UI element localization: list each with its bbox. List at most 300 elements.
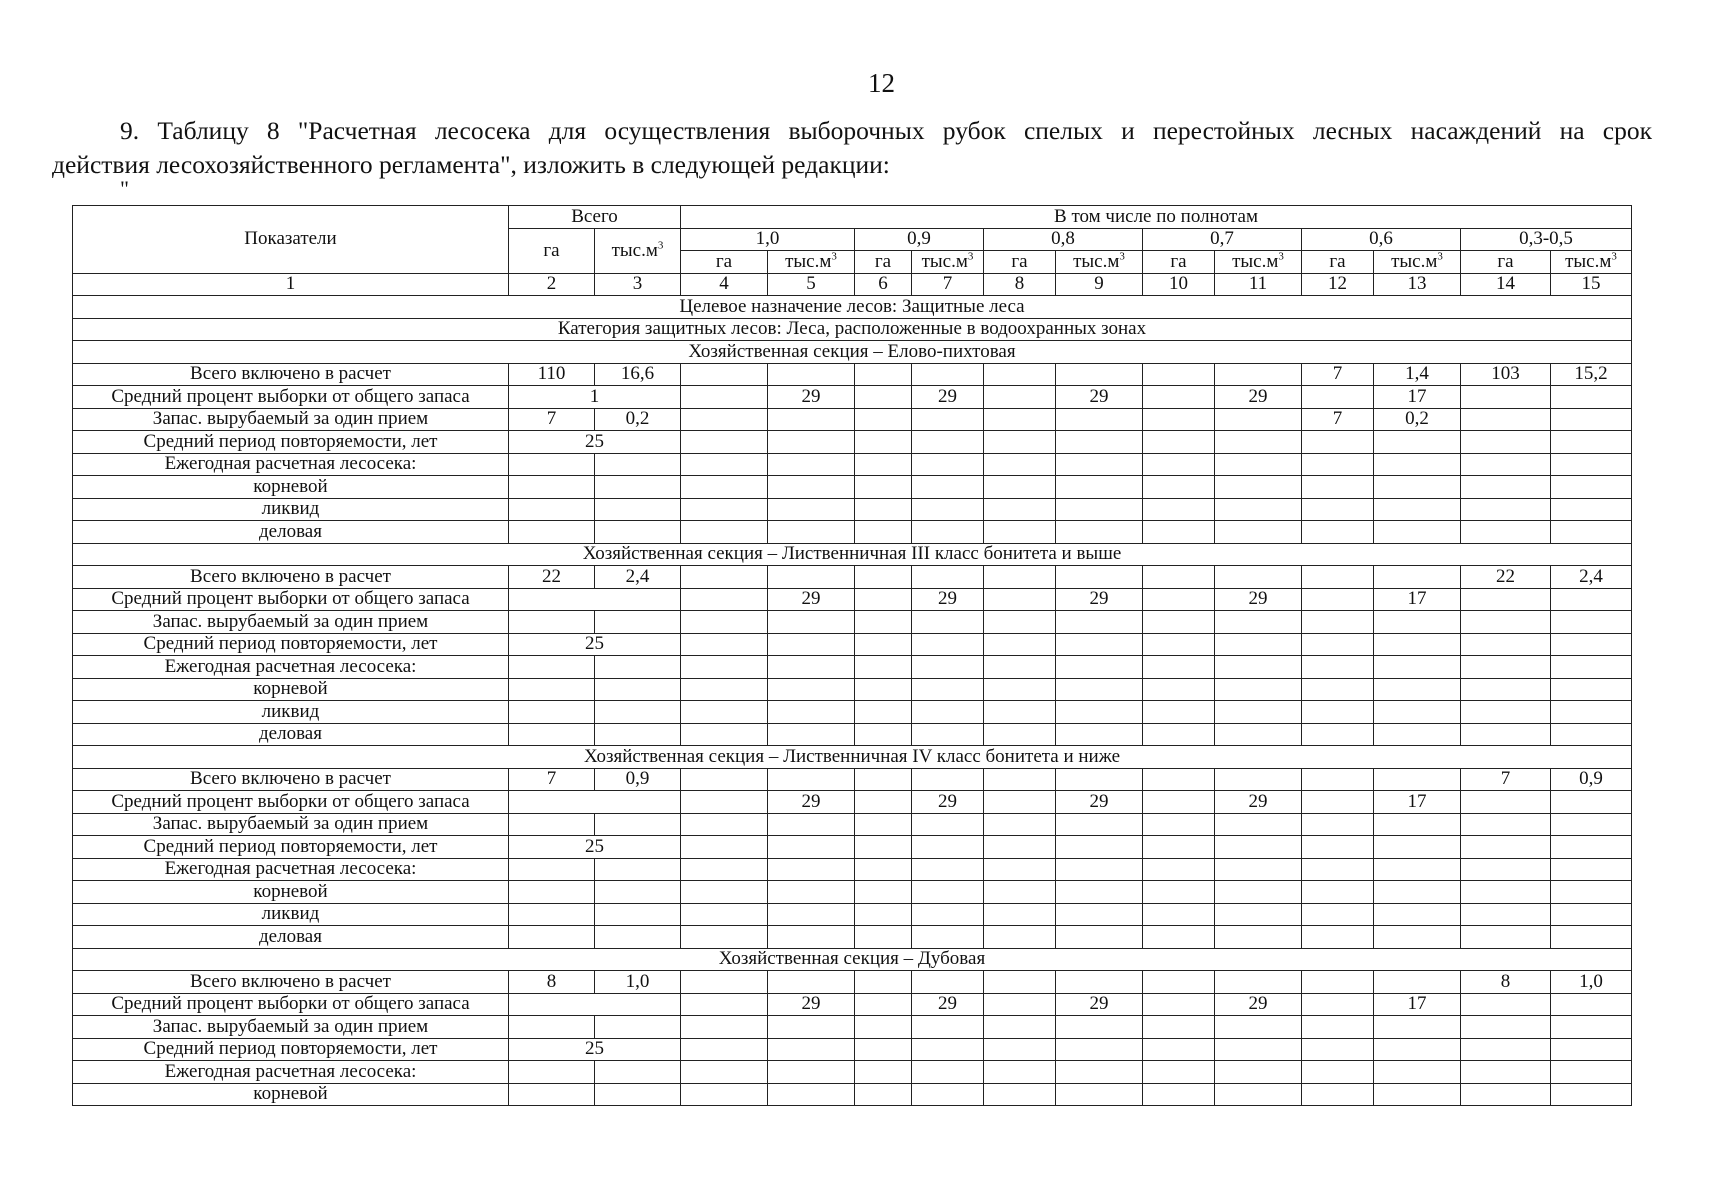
table-cell [509,1061,595,1084]
column-number: 5 [768,273,855,296]
table-row [73,858,1632,881]
table-row [73,678,1632,701]
table-row [73,1083,1632,1106]
table-cell [1215,926,1302,949]
table-cell [1143,768,1215,791]
table-cell [509,858,595,881]
table-cell [855,363,912,386]
header-unit-ha: га [984,251,1056,274]
row-label: Средний период повторяемости, лет [73,1038,509,1061]
table-cell [509,498,595,521]
table-cell [681,363,768,386]
table-cell [1551,588,1632,611]
table-row [73,363,1632,386]
table-cell [595,498,681,521]
table-cell [1215,1038,1302,1061]
table-cell [1551,858,1632,881]
table-cell [1056,836,1143,859]
table-cell [681,813,768,836]
table-cell: 29 [912,791,984,814]
table-cell [595,476,681,499]
table-cell [509,813,595,836]
table-row [73,971,1632,994]
table-cell [1551,881,1632,904]
table-cell [1551,903,1632,926]
table-cell [855,858,912,881]
table-cell [1056,1083,1143,1106]
table-cell [768,498,855,521]
table-cell [1374,971,1461,994]
table-cell [1551,408,1632,431]
table-cell [681,903,768,926]
table-cell [855,588,912,611]
table-cell [1302,836,1374,859]
table-cell [984,363,1056,386]
table-cell [509,656,595,679]
table-row [73,498,1632,521]
table-cell [1056,656,1143,679]
table-cell [1215,521,1302,544]
table-cell [681,971,768,994]
header-unit-ha: га [855,251,912,274]
table-cell [912,453,984,476]
table-cell [1302,611,1374,634]
table-cell [1143,723,1215,746]
table-cell [1461,791,1551,814]
row-label: ликвид [73,903,509,926]
table-cell: 29 [912,588,984,611]
table-cell: 2,4 [1551,566,1632,589]
page-number: 12 [868,68,895,98]
table-cell [855,566,912,589]
table-cell [855,453,912,476]
table-cell [768,566,855,589]
table-cell [984,656,1056,679]
table-cell [1215,1016,1302,1039]
table-row [73,881,1632,904]
table-row [73,521,1632,544]
table-cell [1056,476,1143,499]
column-number: 14 [1461,273,1551,296]
table-cell [855,611,912,634]
table-cell [1461,431,1551,454]
row-label: корневой [73,881,509,904]
table-cell [509,453,595,476]
table-row [73,836,1632,859]
table-cell [1374,566,1461,589]
table-cell [1215,768,1302,791]
table-cell [855,1083,912,1106]
row-label: Средний период повторяемости, лет [73,836,509,859]
table-cell [1461,1016,1551,1039]
table-cell [509,701,595,724]
table-cell [681,1061,768,1084]
table-cell [1461,386,1551,409]
table-cell [1215,903,1302,926]
table-cell: 8 [1461,971,1551,994]
table-cell [1215,498,1302,521]
table-cell [1374,453,1461,476]
table-cell [681,408,768,431]
section-title: Хозяйственная секция – Лиственничная III класс бонитета и выше [73,543,1632,566]
section-title: Хозяйственная секция – Елово-пихтовая [73,341,1632,364]
table-cell [681,881,768,904]
row-label: корневой [73,476,509,499]
table-cell: 0,2 [1374,408,1461,431]
header-total-volume: $тыс.м^3$ [595,228,681,273]
table-cell: 8 [509,971,595,994]
table-cell [1374,858,1461,881]
table-cell [1215,701,1302,724]
table-cell [1302,1016,1374,1039]
table-cell: 29 [1215,386,1302,409]
table-cell [855,633,912,656]
table-cell [1551,701,1632,724]
table-cell [1215,1061,1302,1084]
table-cell [1056,1016,1143,1039]
table-cell [984,566,1056,589]
table-cell [984,881,1056,904]
table-cell [1551,656,1632,679]
table-cell [1461,926,1551,949]
total-merged-cell: 25 [509,1038,681,1061]
table-cell [1302,476,1374,499]
table-cell: 29 [1056,588,1143,611]
table-cell [1215,611,1302,634]
table-cell [768,633,855,656]
table-cell [1374,836,1461,859]
table-row [73,1061,1632,1084]
header-unit-volume: $тыс.м^3$ [768,251,855,274]
table-cell: 29 [1056,993,1143,1016]
row-label: Ежегодная расчетная лесосека: [73,858,509,881]
table-cell [984,588,1056,611]
table-cell [1374,431,1461,454]
table-cell [1551,926,1632,949]
table-cell [855,1038,912,1061]
table-cell [1302,1083,1374,1106]
table-cell [1374,1061,1461,1084]
table-cell [1143,1016,1215,1039]
table-cell [912,498,984,521]
table-cell [768,858,855,881]
table-cell [1302,971,1374,994]
table-cell: 0,9 [1551,768,1632,791]
table-cell [1143,453,1215,476]
table-cell [768,971,855,994]
table-cell [768,701,855,724]
table-cell [681,723,768,746]
table-cell [1551,1038,1632,1061]
table-cell [768,1016,855,1039]
header-unit-ha: га [1302,251,1374,274]
section-title: Хозяйственная секция – Лиственничная IV класс бонитета и ниже [73,746,1632,769]
row-label: Средний период повторяемости, лет [73,633,509,656]
table-cell [1056,858,1143,881]
table-cell [984,1038,1056,1061]
table-cell [1551,791,1632,814]
table-cell [855,836,912,859]
table-cell [1302,723,1374,746]
table-cell: 0,2 [595,408,681,431]
table-cell [1056,453,1143,476]
table-cell [912,431,984,454]
table-cell [1461,453,1551,476]
table-cell [1143,498,1215,521]
table-row [73,791,1632,814]
intro-line-1: 9. Таблицу 8 "Расчетная лесосека для осуществления выборочных рубок спелых и перестойных лесных насаждений на срок [120,116,1652,145]
table-cell [595,1061,681,1084]
table-cell: 29 [1056,791,1143,814]
table-cell [509,678,595,701]
table-cell [509,521,595,544]
table-cell [1302,566,1374,589]
header-indicators: Показатели [73,206,509,274]
row-label: ликвид [73,498,509,521]
table-cell [1551,723,1632,746]
table-cell [681,1083,768,1106]
table-cell [855,656,912,679]
intro-line-2: действия лесохозяйственного регламента", изложить в следующей редакции: [52,150,890,179]
table-cell [1461,498,1551,521]
table-cell [1374,656,1461,679]
column-number: 2 [509,273,595,296]
table-cell [912,1016,984,1039]
table-cell [681,858,768,881]
table-cell [1374,768,1461,791]
table-cell [768,611,855,634]
table-cell: 29 [912,386,984,409]
table-cell [984,521,1056,544]
table-cell [912,476,984,499]
column-number: 12 [1302,273,1374,296]
table-cell: 22 [1461,566,1551,589]
header-density-1: 0,9 [855,228,984,251]
header-density-0: 1,0 [681,228,855,251]
table-cell [1374,1083,1461,1106]
table-cell: 29 [912,993,984,1016]
table-cell: 29 [1215,993,1302,1016]
table-cell [1215,723,1302,746]
table-cell [1374,903,1461,926]
table-cell [912,408,984,431]
column-number: 8 [984,273,1056,296]
table-cell [984,611,1056,634]
table-cell [768,881,855,904]
table-cell: 29 [1215,588,1302,611]
table-cell [1461,656,1551,679]
table-cell [681,453,768,476]
total-merged-cell: 25 [509,431,681,454]
table-cell [984,386,1056,409]
table-cell: 22 [509,566,595,589]
row-label: ликвид [73,701,509,724]
total-merged-cell: 25 [509,836,681,859]
table-row [73,1016,1632,1039]
table-cell [1551,1061,1632,1084]
table-cell [1374,1016,1461,1039]
table-cell [1461,611,1551,634]
row-label: Запас. вырубаемый за один прием [73,1016,509,1039]
table-cell [768,408,855,431]
table-cell [855,791,912,814]
table-cell [1056,431,1143,454]
header-unit-volume: $тыс.м^3$ [1215,251,1302,274]
table-cell [1461,633,1551,656]
table-cell [595,678,681,701]
table-cell [1302,521,1374,544]
table-cell [984,791,1056,814]
table-cell [595,926,681,949]
table-cell [1302,881,1374,904]
table-cell [855,521,912,544]
table-cell [1374,678,1461,701]
table-cell [984,1083,1056,1106]
header-unit-ha: га [681,251,768,274]
row-label: Ежегодная расчетная лесосека: [73,453,509,476]
table-cell [768,453,855,476]
table-cell [984,723,1056,746]
table-cell [681,836,768,859]
table-cell [1374,476,1461,499]
table-cell [912,701,984,724]
table-cell [1302,386,1374,409]
total-merged-cell [509,791,681,814]
table-cell [1461,521,1551,544]
table-cell [681,926,768,949]
table-cell [681,678,768,701]
table-cell [855,431,912,454]
row-label: деловая [73,521,509,544]
table-cell [595,813,681,836]
table-cell [1215,881,1302,904]
table-row [73,408,1632,431]
table-cell [1143,813,1215,836]
column-number: 15 [1551,273,1632,296]
table-cell [1143,611,1215,634]
header-unit-volume: $тыс.м^3$ [1374,251,1461,274]
header-density-5: 0,3-0,5 [1461,228,1632,251]
column-number: 3 [595,273,681,296]
table-cell [1215,656,1302,679]
table-cell: 29 [768,588,855,611]
table-cell: 16,6 [595,363,681,386]
table-cell [768,678,855,701]
table-cell [595,1083,681,1106]
table-cell [1215,453,1302,476]
table-cell [912,1083,984,1106]
column-number: 9 [1056,273,1143,296]
table-cell [855,723,912,746]
table-cell [984,1061,1056,1084]
table-cell [984,836,1056,859]
table-cell [768,363,855,386]
table-cell [509,611,595,634]
table-cell [912,836,984,859]
total-merged-cell: 1 [509,386,681,409]
table-cell [509,926,595,949]
table-cell [1302,633,1374,656]
table-cell [1302,431,1374,454]
table-cell [768,813,855,836]
total-merged-cell: 25 [509,633,681,656]
table-cell [1143,926,1215,949]
table-cell [1461,1083,1551,1106]
table-cell [984,633,1056,656]
table-cell [1374,521,1461,544]
table-row [73,633,1632,656]
header-unit-volume: $тыс.м^3$ [1056,251,1143,274]
table-cell: 17 [1374,386,1461,409]
table-cell [1551,498,1632,521]
table-cell [509,881,595,904]
table-cell: 7 [509,408,595,431]
table-cell [912,926,984,949]
table-cell [1143,588,1215,611]
table-cell [912,363,984,386]
table-cell [1143,363,1215,386]
table-cell [1302,701,1374,724]
header-total-ha: га [509,228,595,273]
header-unit-ha: га [1143,251,1215,274]
table-cell [1143,858,1215,881]
table-cell [1215,363,1302,386]
table-cell: 29 [1056,386,1143,409]
table-row [73,431,1632,454]
table-cell [1551,521,1632,544]
table-cell [1215,836,1302,859]
table-cell [1551,1083,1632,1106]
table-cell [912,903,984,926]
table-row [73,476,1632,499]
header-unit-volume: $тыс.м^3$ [1551,251,1632,274]
table-cell [681,1016,768,1039]
table-cell: 2,4 [595,566,681,589]
table-cell [855,926,912,949]
table-row [73,656,1632,679]
table-row [73,453,1632,476]
column-number: 7 [912,273,984,296]
table-cell [1143,971,1215,994]
table-cell [984,408,1056,431]
table-cell [509,1016,595,1039]
table-row [73,611,1632,634]
table-row [73,701,1632,724]
table-cell [768,656,855,679]
table-cell [1143,1038,1215,1061]
table-cell [855,701,912,724]
table-cell [1143,521,1215,544]
table-cell [912,1061,984,1084]
table-cell: 103 [1461,363,1551,386]
row-label: Всего включено в расчет [73,363,509,386]
table-cell [1551,836,1632,859]
table-cell [1302,1038,1374,1061]
table-cell [681,476,768,499]
table-cell [912,881,984,904]
table-cell [1143,431,1215,454]
table-cell [1551,633,1632,656]
row-label: корневой [73,678,509,701]
table-cell: 29 [768,993,855,1016]
table-cell [1215,633,1302,656]
table-cell: 1,4 [1374,363,1461,386]
forest-purpose: Целевое назначение лесов: Защитные леса [73,296,1632,319]
table-cell [1551,386,1632,409]
table-cell [1374,926,1461,949]
table-cell [1374,498,1461,521]
table-cell [984,971,1056,994]
